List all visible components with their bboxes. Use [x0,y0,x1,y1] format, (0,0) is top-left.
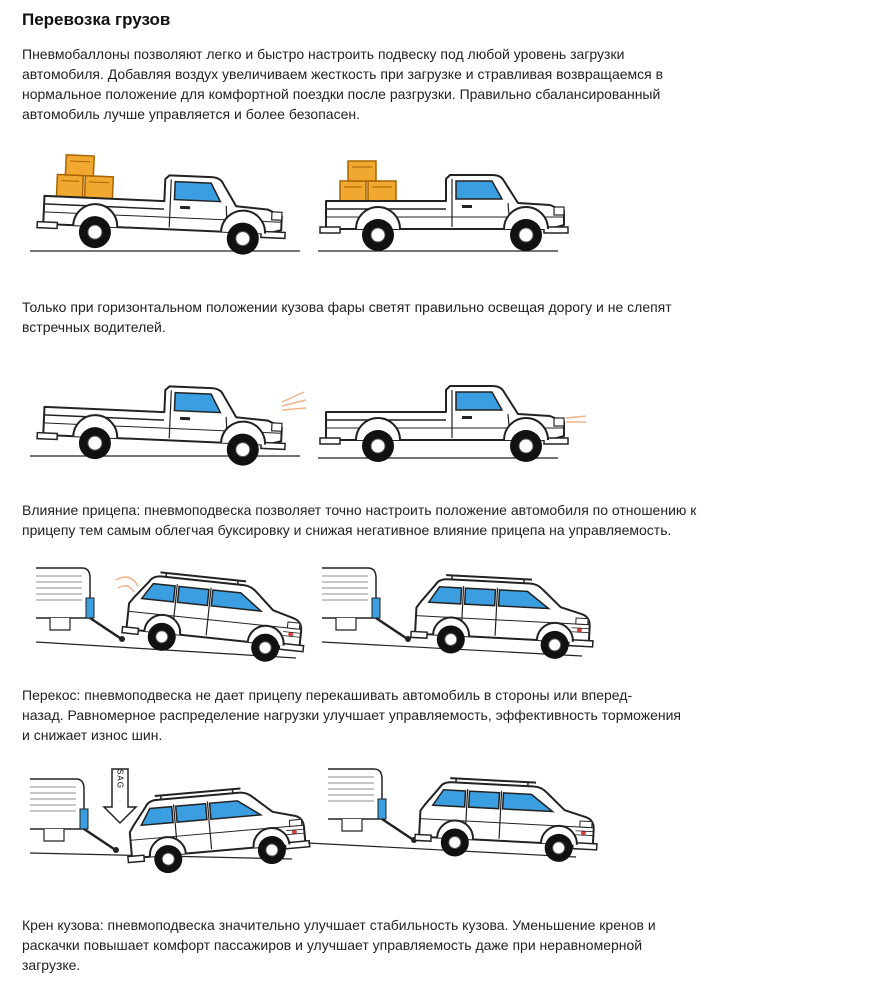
paragraph-trailer-influence: Влияние прицепа: пневмоподвеска позволяет точно настроить положение автомобиля по отношению к прицепу тем самым облегчая буксировку и снижая негативное влияние прицепа на управляемость. [22,502,697,538]
figure-headlights-level [318,370,588,462]
paragraph-load-leveling: Пневмобаллоны позволяют легко и быстро настроить подвеску под любой уровень загрузки автомобиля. Добавляя воздух увеличиваем жесткость при загрузке и стравливая возвращаемся в нормальное положение для комфортной поездки после разгрузки. Правильно сбалансированный автомобиль лучше управляется и более безопасен. [22,46,664,122]
sag-label: SAG [115,769,125,789]
paragraph-body-roll: Крен кузова: пневмоподвеска значительно улучшает стабильность кузова. Уменьшение кренов и раскачки повышает комфорт пассажиров и улучшает управляемость даже при неравномерной загрузке. [22,917,656,973]
figure-loaded-truck-level [318,155,588,255]
headlight-beam-icon [116,577,138,592]
headlight-beam-icon [566,416,586,422]
figure-trailer-no-sag-suv [308,765,588,865]
paragraph-headlights: Только при горизонтальном положении кузова фары светят правильно освещая дорогу и не слепят встречных водителей. [22,299,672,335]
figure-loaded-truck-sagging [30,155,300,255]
paragraph-trailer-sag: Перекос: пневмоподвеска не дает прицепу перекашивать автомобиль в стороны или вперед- назад. Равномерное распределение нагрузки улучшает управляемость, эффективность торможения и снижает износ шин. [22,687,682,743]
page-title: Перевозка грузов [22,10,171,29]
headlight-beam-icon [282,392,306,410]
figure-headlights-aimed-up [30,368,320,460]
figure-trailer-level-suv [322,562,592,662]
figure-trailer-tilted-suv [36,562,306,662]
figure-trailer-sag-suv [30,765,310,865]
